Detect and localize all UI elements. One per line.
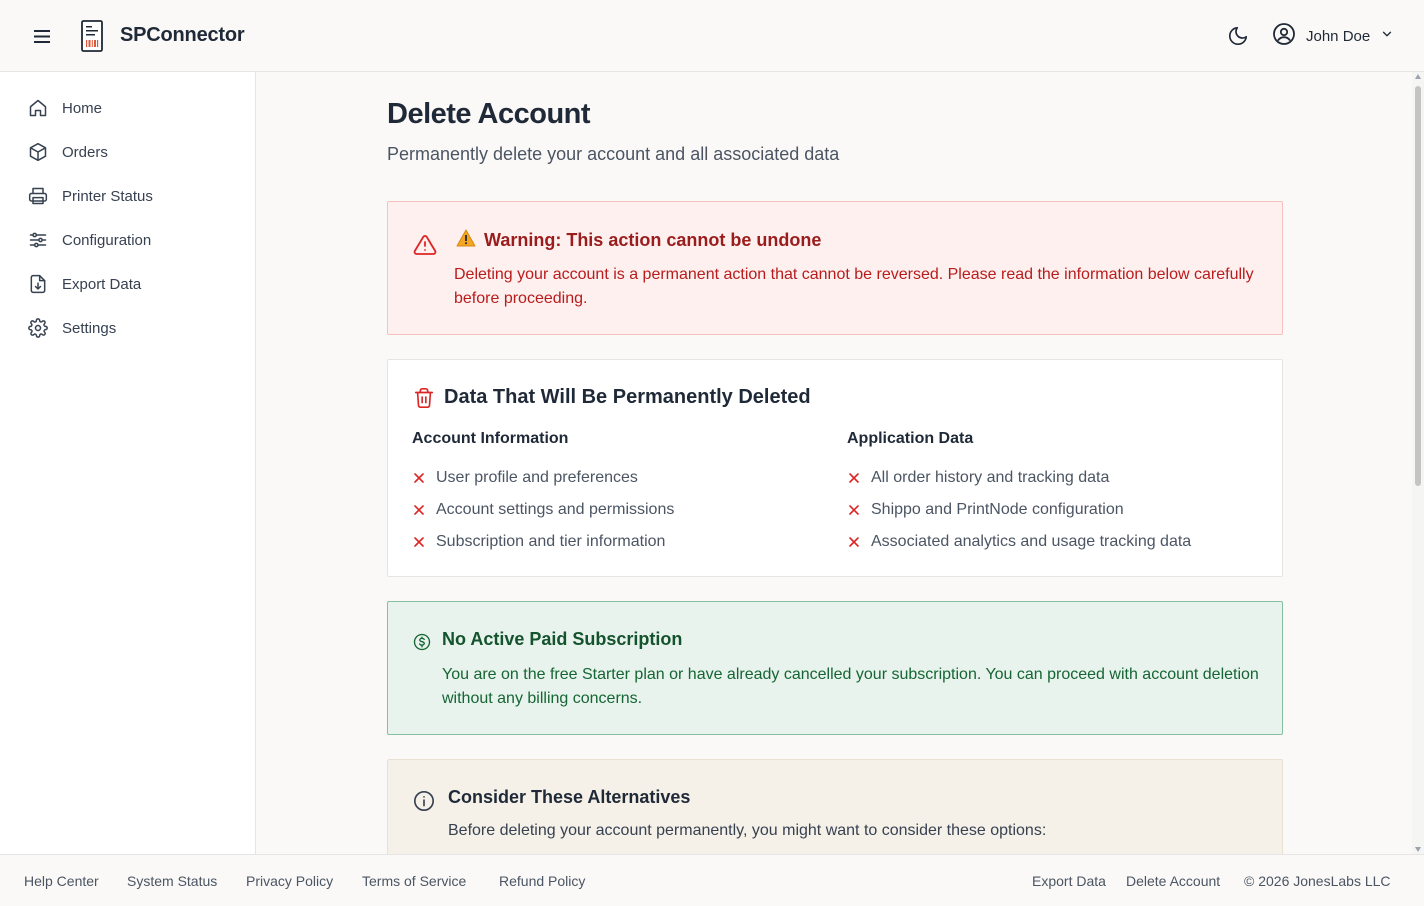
user-menu[interactable] (1272, 24, 1394, 48)
gear-icon (28, 318, 48, 338)
list-item-text: All order history and tracking data (871, 469, 1110, 486)
footer-link-help-center[interactable]: Help Center (24, 873, 99, 889)
alternatives-title: Consider These Alternatives (448, 787, 691, 807)
trash-icon (413, 386, 435, 410)
menu-icon[interactable] (32, 26, 52, 46)
deleted-data-card (387, 359, 1283, 577)
warning-card (387, 201, 1283, 335)
copyright: © 2026 JonesLabs LLC (1244, 873, 1391, 889)
sidebar-item-home[interactable] (28, 96, 102, 120)
list-item-text: Shippo and PrintNode configuration (871, 501, 1124, 518)
x-icon (412, 471, 426, 485)
list-item (847, 462, 1191, 494)
x-icon (847, 535, 861, 549)
x-icon (412, 503, 426, 517)
list-item-text: Account settings and permissions (436, 501, 675, 518)
dollar-circle-icon (413, 633, 431, 651)
footer-link-refund-policy[interactable]: Refund Policy (499, 873, 586, 889)
list-item (412, 526, 674, 558)
x-icon (847, 503, 861, 517)
brand-name[interactable]: SPConnector (120, 24, 245, 46)
x-icon (847, 471, 861, 485)
account-info-column (412, 430, 674, 558)
subscription-title: No Active Paid Subscription (442, 629, 683, 649)
user-avatar-icon (1272, 22, 1296, 51)
warning-text: Deleting your account is a permanent action that cannot be reversed. Please read the information below carefully before proceeding. (454, 266, 1254, 307)
scroll-up-icon[interactable] (1415, 74, 1421, 79)
sliders-icon (28, 230, 48, 250)
account-info-heading: Account Information (412, 430, 569, 447)
home-icon (28, 98, 48, 118)
warning-title (456, 229, 821, 252)
app-logo-icon[interactable] (80, 20, 104, 52)
vertical-scrollbar[interactable] (1412, 72, 1424, 854)
dark-mode-toggle-icon[interactable] (1227, 25, 1249, 47)
list-item (847, 494, 1191, 526)
page-subtitle: Permanently delete your account and all associated data (387, 144, 840, 164)
warning-emoji-icon (456, 229, 476, 252)
footer-link-privacy-policy[interactable]: Privacy Policy (246, 873, 334, 889)
sidebar-item-label: Configuration (62, 231, 152, 249)
sidebar-item-orders[interactable] (28, 140, 108, 164)
list-item-text: User profile and preferences (436, 469, 638, 486)
sidebar-item-label: Export Data (62, 275, 142, 293)
alternatives-card (387, 759, 1283, 854)
subscription-text: You are on the free Starter plan or have already cancelled your subscription. You can proceed with account deletion without any billing concerns. (442, 666, 1259, 707)
footer-link-system-status[interactable]: System Status (127, 873, 218, 889)
user-name: John Doe (1306, 27, 1371, 45)
printer-icon (28, 186, 48, 206)
main-content (256, 72, 1412, 854)
deleted-data-title: Data That Will Be Permanently Deleted (444, 386, 811, 408)
footer (0, 854, 1424, 906)
package-icon (28, 142, 48, 162)
list-item (412, 462, 674, 494)
list-item (412, 494, 674, 526)
sidebar (0, 72, 256, 854)
sidebar-item-label: Orders (62, 143, 108, 161)
list-item (847, 526, 1191, 558)
application-data-heading: Application Data (847, 430, 974, 447)
info-icon (413, 790, 435, 812)
sidebar-item-configuration[interactable] (28, 228, 151, 252)
subscription-status-card (387, 601, 1283, 735)
chevron-down-icon (1380, 27, 1394, 46)
sidebar-item-printer-status[interactable] (28, 184, 153, 208)
file-download-icon (28, 274, 48, 294)
footer-link-terms-of-service[interactable]: Terms of Service (362, 873, 467, 889)
alternatives-text: Before deleting your account permanently, you might want to consider these options: (448, 822, 1047, 839)
x-icon (412, 535, 426, 549)
application-data-column (847, 430, 1191, 558)
sidebar-item-export-data[interactable] (28, 272, 141, 296)
page-title: Delete Account (387, 98, 591, 130)
sidebar-item-label: Settings (62, 319, 117, 337)
sidebar-item-settings[interactable] (28, 316, 116, 340)
footer-link-delete-account[interactable]: Delete Account (1126, 873, 1221, 889)
warning-title-text: Warning: This action cannot be undone (484, 230, 822, 250)
sidebar-item-label: Printer Status (62, 187, 153, 205)
scrollbar-thumb[interactable] (1415, 86, 1421, 486)
top-bar (0, 0, 1424, 72)
list-item-text: Associated analytics and usage tracking data (871, 533, 1192, 550)
scroll-down-icon[interactable] (1415, 847, 1421, 852)
footer-link-export-data[interactable]: Export Data (1032, 873, 1106, 889)
sidebar-item-label: Home (62, 99, 103, 117)
alert-triangle-icon (413, 233, 437, 257)
list-item-text: Subscription and tier information (436, 533, 666, 550)
